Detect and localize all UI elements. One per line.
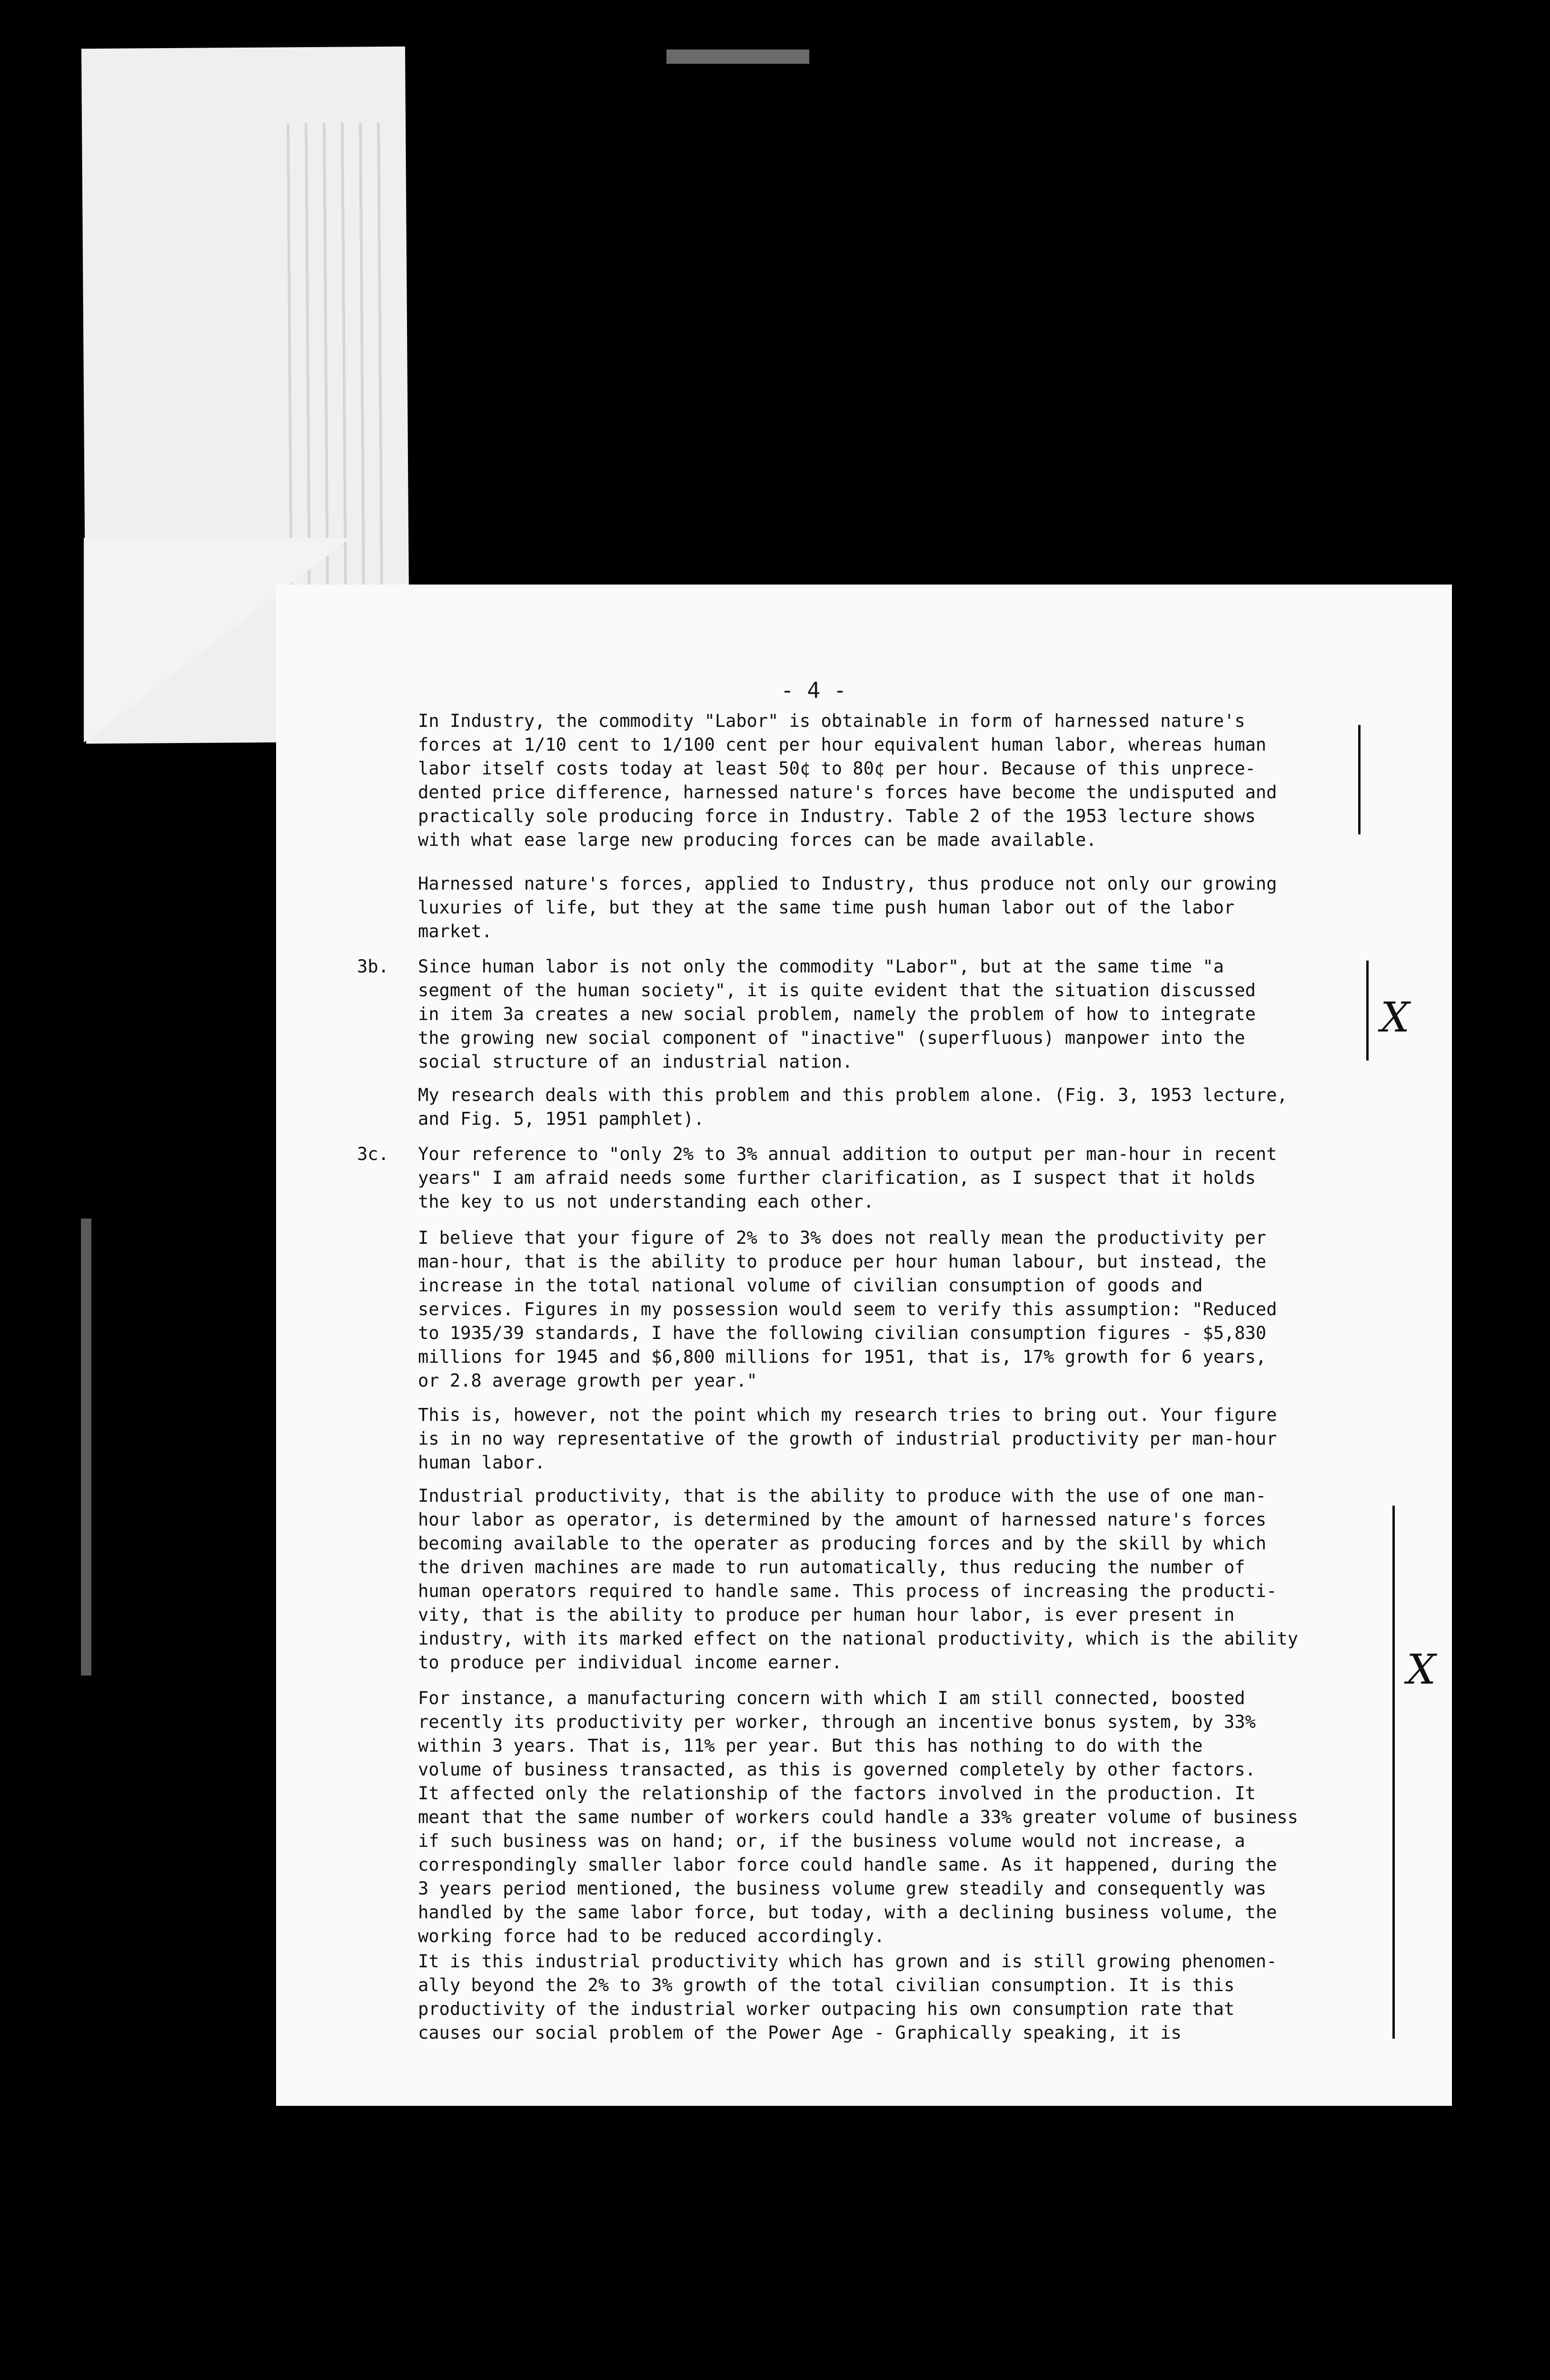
paragraph-3c-point: This is, however, not the point which my research tries to bring out. Your figure is in no way representative of the growth of industrial productivity per man-hour human labor.: [418, 1405, 1277, 1473]
paragraph-3c-industrial-productivity: Industrial productivity, that is the ability to produce with the use of one man- hour labor as operator, is determined by the amount of harnessed nature's forces becoming available to the operater as producing forces and by the skill by which the driven machines are made to run automatically, thus reducing the number of human operators required to handle same. This process of increasing the producti- vity, that is the ability to produce per human hour labor, is ever present in industry, with its marked effect on the national productivity, which is the ability to produce per individual income earner.: [418, 1486, 1298, 1673]
paragraph-3c: Your reference to "only 2% to 3% annual addition to output per man-hour in recent years" I am afraid needs some further clarification, as I suspect that it holds the key to us not understanding each other.: [418, 1144, 1277, 1212]
paragraph-3c-conclusion: It is this industrial productivity which has grown and is still growing phenomen- ally beyond the 2% to 3% growth of the total civilian consumption. It is this productivity of the industrial worker outpacing his own consumption rate that causes our social problem of the Power Age - Graphically speaking, it is: [418, 1951, 1277, 2043]
film-scratch-left: [81, 1219, 91, 1676]
film-scratch-top: [666, 50, 809, 64]
paragraph-harnessed-forces: Harnessed nature's forces, applied to Industry, thus produce not only our growing luxuries of life, but they at the same time push human labor out of the labor market.: [418, 873, 1277, 942]
paragraph-labor-commodity: In Industry, the commodity "Labor" is obtainable in form of harnessed nature's forces at 1/10 cent to 1/100 cent per hour equivalent human labor, whereas human labor itself costs today at least 50¢ to 80¢ per hour. Because of this unprece- dented price difference, harnessed nature's forces have become the undisputed and practically sole producing force in Industry. Table 2 of the 1953 lecture shows with what ease large new producing forces can be made available.: [418, 711, 1277, 850]
paragraph-3c-example: For instance, a manufacturing concern with which I am still connected, boosted recently its productivity per worker, through an incentive bonus system, by 33% within 3 years. That is, 11% per year. But this has nothing to do with the volume of business transacted, as this is governed completely by other factors. It affected only the relationship of the factors involved in the production. It meant that the same number of workers could handle a 33% greater volume of business if such business was on hand; or, if the business volume would not increase, a correspondingly smaller labor force could handle same. As it happened, during the 3 years period mentioned, the business volume grew steadily and consequently was handled by the same labor force, but today, with a declining business volume, the working force had to be reduced accordingly.: [418, 1688, 1298, 1946]
margin-x-mark-1: X: [1381, 994, 1410, 1041]
paragraph-3b: Since human labor is not only the commodity "Labor", but at the same time "a segment of the human society", it is quite evident that the situation discussed in item 3a creates a new social problem, namely the problem of how to integrate the growing new social component of "inactive" (superfluous) manpower into the social structure of an industrial nation.: [418, 956, 1256, 1072]
item-label-3b: 3b.: [357, 956, 389, 977]
margin-bar-1: [1358, 725, 1361, 834]
paragraph-3c-figures: I believe that your figure of 2% to 3% does not really mean the productivity per man-hour, that is the ability to produce per hour human labour, but instead, the increase in the total national volume of civilian consumption of goods and services. Figures in my possession would seem to verify this assumption: "Reduced to 1935/39 standards, I have the following civilian consumption figures - $5,830 millions for 1945 and $6,800 millions for 1951, that is, 17% growth for 6 years, or 2.8 average growth per year.": [418, 1228, 1277, 1391]
margin-x-mark-2: X: [1407, 1646, 1436, 1694]
margin-bar-3: [1392, 1506, 1395, 2039]
document-page: [276, 585, 1452, 2106]
margin-bar-2: [1366, 961, 1369, 1061]
paragraph-3b-research: My research deals with this problem and this problem alone. (Fig. 3, 1953 lecture, and Fig. 5, 1951 pamphlet).: [418, 1085, 1288, 1129]
page-number: - 4 -: [781, 677, 847, 703]
item-label-3c: 3c.: [357, 1144, 389, 1164]
